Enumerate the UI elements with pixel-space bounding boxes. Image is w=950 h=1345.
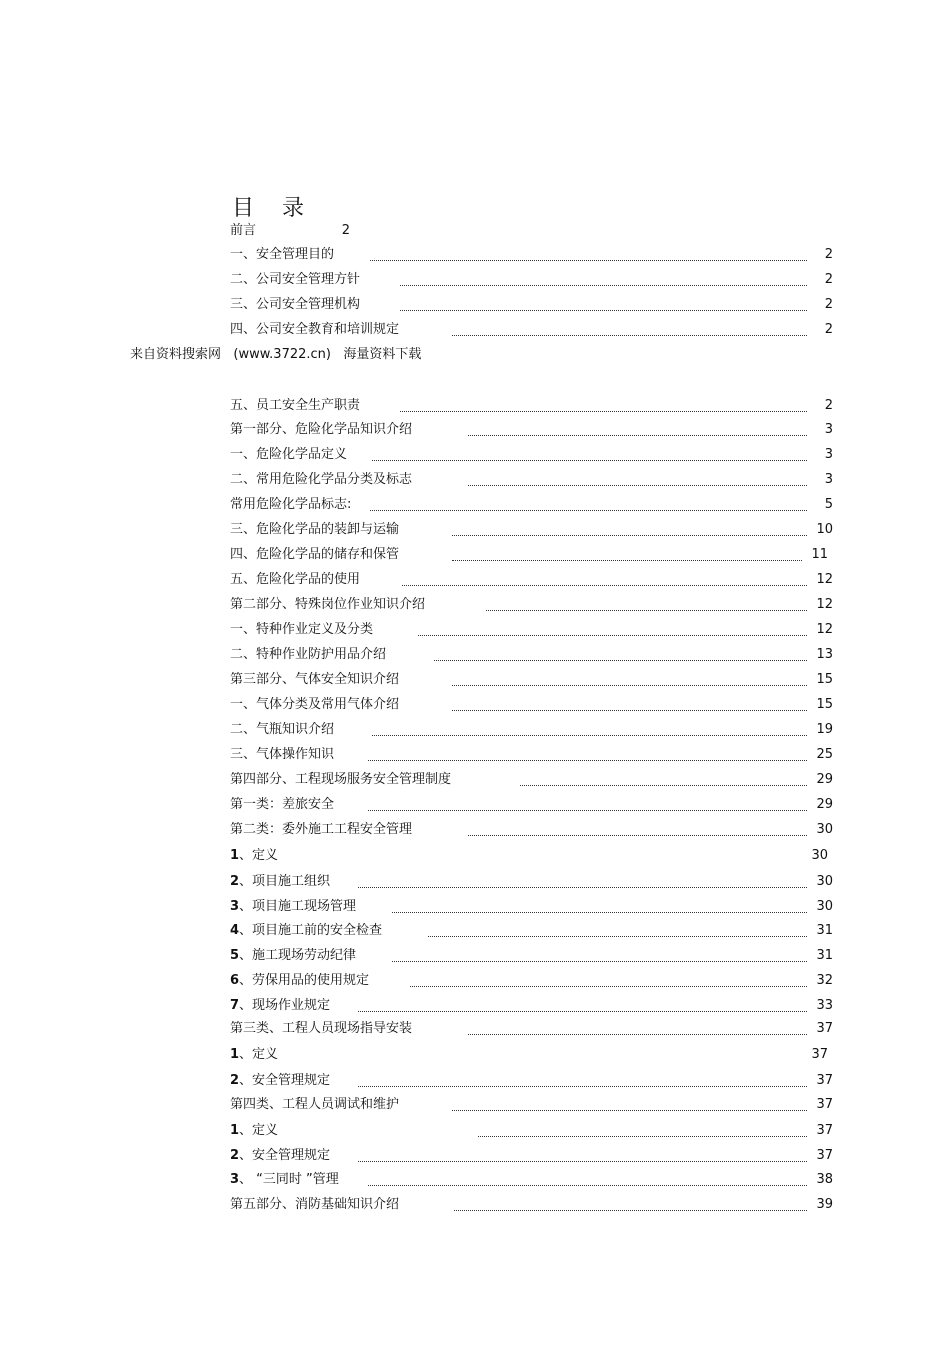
- toc-entry[interactable]: [230, 296, 833, 314]
- toc-entry-title: 三、气体操作知识: [230, 747, 335, 762]
- toc-leader-dots: [368, 1167, 807, 1186]
- toc-entry[interactable]: [230, 271, 833, 289]
- toc-entry-title: 第三类、工程人员现场指导安装: [230, 1021, 413, 1036]
- toc-entry[interactable]: [230, 397, 833, 415]
- toc-entry-title: 三、公司安全管理机构: [230, 297, 361, 312]
- toc-leader-dots: [410, 968, 807, 987]
- toc-entry[interactable]: [230, 1046, 828, 1064]
- toc-entry-page: 3: [824, 472, 833, 487]
- toc-entry-title: 第四类、工程人员调试和维护: [230, 1097, 400, 1112]
- toc-entry-title: 常用危险化学品标志:: [230, 497, 352, 512]
- toc-entry-title: 2、安全管理规定: [230, 1148, 331, 1163]
- toc-entry-title: 3、项目施工现场管理: [230, 899, 357, 914]
- toc-leader-dots: [452, 667, 807, 686]
- toc-leader-dots: [486, 592, 807, 611]
- toc-entry-title: 四、危险化学品的储存和保管: [230, 547, 400, 562]
- toc-leader-dots: [454, 1192, 807, 1211]
- toc-entry-page: 37: [816, 1021, 833, 1036]
- toc-leader-dots: [358, 869, 807, 888]
- toc-entry-page: 30: [816, 899, 833, 914]
- toc-entry-page: 15: [816, 672, 833, 687]
- toc-entry-page: 33: [816, 998, 833, 1013]
- toc-entry-title: 一、安全管理目的: [230, 247, 335, 262]
- toc-entry-page: 39: [816, 1197, 833, 1212]
- toc-leader-dots: [392, 943, 807, 962]
- toc-entry[interactable]: [230, 421, 833, 439]
- toc-entry-page: 10: [816, 522, 833, 537]
- toc-entry-page: 19: [816, 722, 833, 737]
- toc-entry[interactable]: [230, 873, 833, 891]
- toc-entry[interactable]: [230, 1096, 833, 1114]
- toc-entry-page: 3: [824, 447, 833, 462]
- toc-entry[interactable]: [230, 796, 833, 814]
- toc-entry-title: 1、定义: [230, 848, 279, 863]
- toc-entry-page: 37: [816, 1073, 833, 1088]
- toc-entry-title: 第一类：差旅安全: [230, 797, 335, 812]
- toc-entry-page: 12: [816, 597, 833, 612]
- toc-leader-dots: [478, 1118, 807, 1137]
- toc-entry[interactable]: [230, 596, 833, 614]
- toc-entry-title: 7、现场作业规定: [230, 998, 331, 1013]
- toc-entry-title: 6、劳保用品的使用规定: [230, 973, 370, 988]
- toc-entry-title: 2、项目施工组织: [230, 874, 331, 889]
- toc-entry-page: 30: [816, 874, 833, 889]
- toc-entry[interactable]: [230, 696, 833, 714]
- toc-entry[interactable]: [230, 671, 833, 689]
- toc-entry-page: 25: [816, 747, 833, 762]
- toc-entry[interactable]: [230, 972, 833, 990]
- toc-entry-title: 一、气体分类及常用气体介绍: [230, 697, 400, 712]
- toc-entry-title: 1、定义: [230, 1123, 279, 1138]
- toc-entry-page: 30: [811, 848, 828, 863]
- toc-entry-title: 四、公司安全教育和培训规定: [230, 322, 400, 337]
- toc-leader-dots: [392, 894, 807, 913]
- toc-entry-title: 第二类：委外施工工程安全管理: [230, 822, 413, 837]
- toc-entry-page: 3: [824, 422, 833, 437]
- toc-preface-label: 前言: [230, 223, 257, 238]
- page-title: 目 录: [232, 196, 304, 221]
- toc-leader-dots: [370, 242, 807, 261]
- toc-entry[interactable]: [230, 721, 833, 739]
- toc-entry-title: 二、公司安全管理方针: [230, 272, 361, 287]
- toc-entry-page: 38: [816, 1172, 833, 1187]
- toc-preface-page: 2: [341, 223, 350, 238]
- toc-leader-dots: [468, 817, 807, 836]
- toc-entry[interactable]: [230, 821, 833, 839]
- toc-entry-title: 五、员工安全生产职责: [230, 398, 361, 413]
- toc-entry[interactable]: [230, 1171, 833, 1189]
- toc-leader-dots: [370, 492, 807, 511]
- toc-leader-dots: [402, 567, 807, 586]
- toc-entry[interactable]: [230, 898, 833, 916]
- toc-entry-page: 15: [816, 697, 833, 712]
- toc-entry-title: 一、危险化学品定义: [230, 447, 348, 462]
- toc-entry-title: 五、危险化学品的使用: [230, 572, 361, 587]
- toc-leader-dots: [400, 393, 807, 412]
- toc-entry-page: 12: [816, 572, 833, 587]
- toc-leader-dots: [520, 767, 807, 786]
- toc-entry[interactable]: [230, 571, 833, 589]
- toc-entry-title: 3、 “三同时 ”管理: [230, 1172, 339, 1187]
- toc-entry-title: 二、常用危险化学品分类及标志: [230, 472, 413, 487]
- toc-entry-page: 13: [816, 647, 833, 662]
- toc-leader-dots: [434, 642, 807, 661]
- toc-entry-title: 第一部分、危险化学品知识介绍: [230, 422, 413, 437]
- toc-entry-page: 31: [816, 923, 833, 938]
- toc-entry[interactable]: [230, 321, 833, 339]
- toc-leader-dots: [358, 993, 807, 1012]
- toc-entry-page: 2: [824, 247, 833, 262]
- toc-leader-dots: [452, 517, 807, 536]
- toc-leader-dots: [358, 1068, 807, 1087]
- toc-entry[interactable]: [230, 1122, 833, 1140]
- toc-entry[interactable]: [230, 446, 833, 464]
- toc-entry-title: 5、施工现场劳动纪律: [230, 948, 357, 963]
- toc-leader-dots: [468, 467, 807, 486]
- toc-entry[interactable]: [230, 1147, 833, 1165]
- toc-entry-title: 三、危险化学品的装卸与运输: [230, 522, 400, 537]
- toc-entry-title: 第三部分、气体安全知识介绍: [230, 672, 400, 687]
- toc-entry-page: 37: [811, 1047, 828, 1062]
- toc-entry-page: 37: [816, 1123, 833, 1138]
- toc-leader-dots: [452, 1092, 807, 1111]
- toc-leader-dots: [372, 717, 807, 736]
- toc-entry[interactable]: [230, 1072, 833, 1090]
- toc-entry[interactable]: [230, 1196, 833, 1214]
- toc-entry-title: 二、气瓶知识介绍: [230, 722, 335, 737]
- toc-entry-title: 1、定义: [230, 1047, 279, 1062]
- toc-entry-page: 2: [824, 272, 833, 287]
- toc-leader-dots: [358, 1143, 807, 1162]
- toc-entry[interactable]: [230, 746, 833, 764]
- toc-entry[interactable]: [230, 246, 833, 264]
- toc-entry-page: 31: [816, 948, 833, 963]
- source-banner: 来自资料搜索网 (www.3722.cn) 海量资料下载: [130, 347, 422, 362]
- toc-entry[interactable]: [230, 471, 833, 489]
- toc-entry-page: 2: [824, 297, 833, 312]
- toc-entry-title: 第二部分、特殊岗位作业知识介绍: [230, 597, 426, 612]
- toc-entry-title: 一、特种作业定义及分类: [230, 622, 374, 637]
- toc-entry-page: 5: [824, 497, 833, 512]
- toc-entry-page: 32: [816, 973, 833, 988]
- toc-leader-dots: [468, 1016, 807, 1035]
- toc-entry-page: 29: [816, 772, 833, 787]
- toc-leader-dots: [368, 792, 807, 811]
- toc-entry[interactable]: [230, 621, 833, 639]
- toc-leader-dots: [400, 267, 807, 286]
- toc-leader-dots: [428, 918, 807, 937]
- toc-entry-title: 2、安全管理规定: [230, 1073, 331, 1088]
- toc-leader-dots: [452, 692, 807, 711]
- toc-entry-page: 12: [816, 622, 833, 637]
- toc-leader-dots: [418, 617, 807, 636]
- toc-entry-page: 11: [811, 547, 828, 562]
- toc-entry-title: 二、特种作业防护用品介绍: [230, 647, 387, 662]
- toc-entry-page: 2: [824, 398, 833, 413]
- toc-leader-dots: [452, 542, 802, 561]
- toc-entry-title: 4、项目施工前的安全检查: [230, 923, 383, 938]
- toc-entry[interactable]: [230, 496, 833, 514]
- toc-entry-page: 29: [816, 797, 833, 812]
- toc-leader-dots: [400, 292, 807, 311]
- toc-entry-title: 第五部分、消防基础知识介绍: [230, 1197, 400, 1212]
- toc-entry[interactable]: [230, 1020, 833, 1038]
- toc-entry[interactable]: [230, 771, 833, 789]
- toc-entry[interactable]: [230, 546, 828, 564]
- toc-entry[interactable]: [230, 521, 833, 539]
- toc-entry-title: 第四部分、工程现场服务安全管理制度: [230, 772, 452, 787]
- toc-leader-dots: [452, 317, 807, 336]
- toc-entry-page: 30: [816, 822, 833, 837]
- toc-entry-page: 2: [824, 322, 833, 337]
- toc-entry[interactable]: [230, 847, 828, 865]
- toc-entry-page: 37: [816, 1148, 833, 1163]
- toc-leader-dots: [468, 417, 807, 436]
- toc-entry[interactable]: [230, 922, 833, 940]
- toc-entry-page: 37: [816, 1097, 833, 1112]
- toc-leader-dots: [372, 442, 807, 461]
- toc-entry[interactable]: [230, 997, 833, 1015]
- toc-preface: [230, 222, 350, 240]
- toc-leader-dots: [368, 742, 807, 761]
- toc-entry[interactable]: [230, 947, 833, 965]
- toc-entry[interactable]: [230, 646, 833, 664]
